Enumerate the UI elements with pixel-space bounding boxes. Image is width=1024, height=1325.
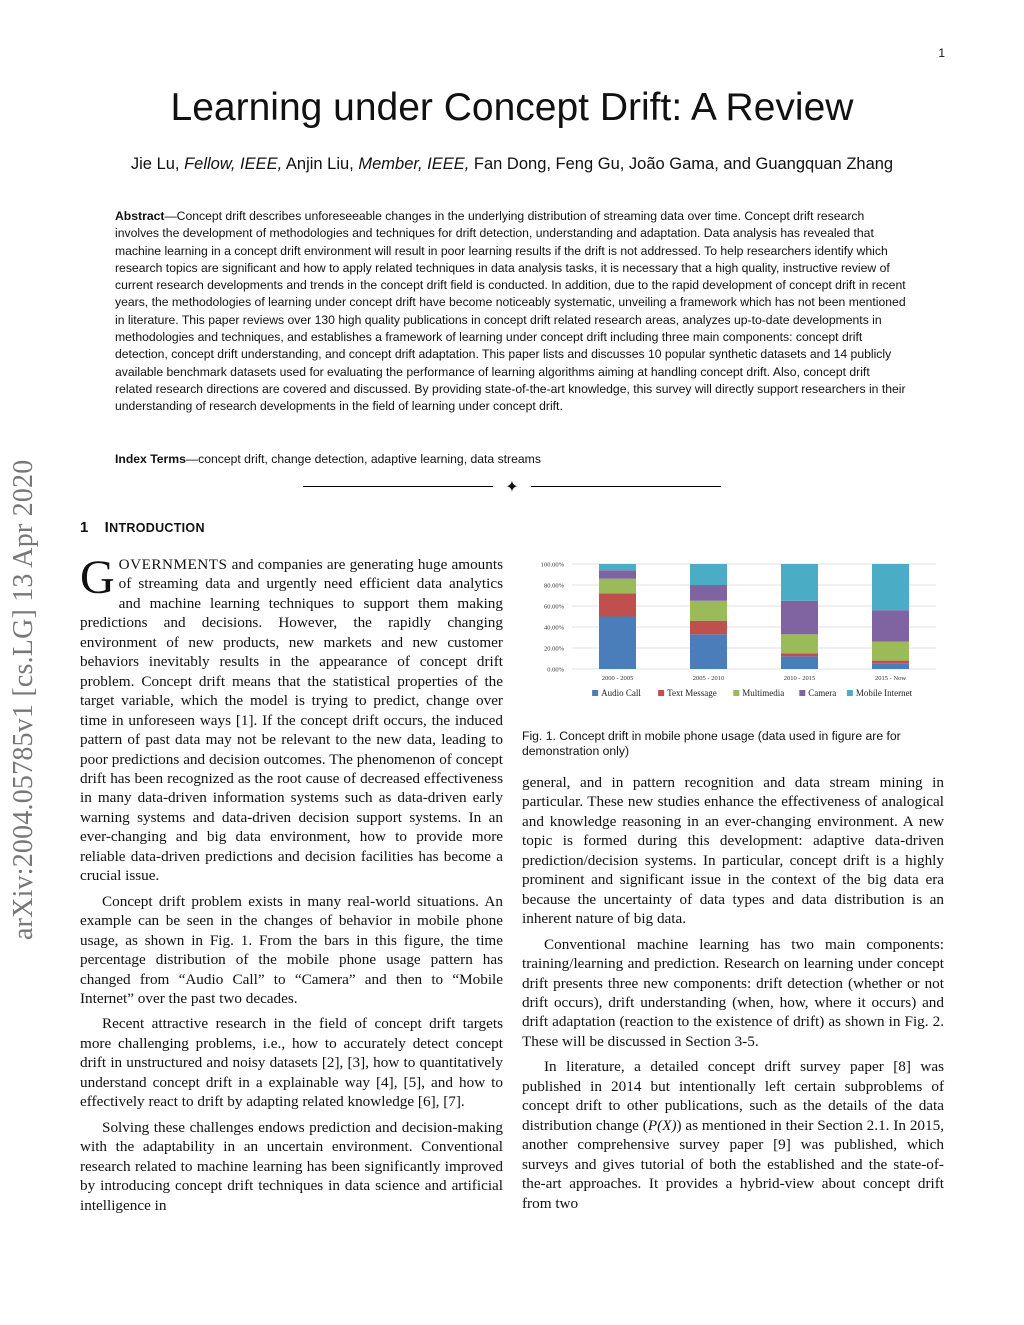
- bar-segment: [872, 564, 909, 610]
- author-segment: Member, IEEE,: [358, 155, 470, 173]
- paper-title: Learning under Concept Drift: A Review: [170, 86, 854, 129]
- y-tick-label: 0.00%: [547, 666, 564, 674]
- paragraph: Concept drift problem exists in many real-world situations. An example can be seen in the changes of behavior in mobile phone usage, as shown in Fig. 1. From the bars in this figure, the time percentage distribution of the mobile phone usage pattern has changed from “Audio Call” to “Camera” and then to “Mobile Internet” over the past two decades.: [80, 892, 503, 1007]
- legend-swatch: [733, 690, 739, 696]
- divider-line-left: [303, 486, 493, 487]
- paragraph: [80, 551, 503, 886]
- legend-label: Camera: [808, 688, 837, 698]
- x-tick-label: 2005 - 2010: [692, 675, 725, 682]
- left-column: [80, 551, 503, 1215]
- bar-segment: [599, 570, 636, 578]
- y-tick-label: 20.00%: [543, 645, 564, 653]
- bar-segment: [599, 617, 636, 670]
- bar-segment: [599, 564, 636, 570]
- abstract-label: Abstract: [115, 209, 165, 223]
- paragraph: [522, 1057, 944, 1213]
- author-segment: Fellow, IEEE,: [184, 155, 283, 173]
- x-tick-label: 2000 - 2005: [601, 675, 634, 682]
- legend-label: Text Message: [667, 688, 717, 698]
- paragraph-text: ) as mentioned in their Section 2.1. In 2015, another comprehensive survey paper [9] was published, which surveys and gives tutorial of both the established and the state-of-the-art approaches. It provides a hybrid-view about concept drift from two: [522, 1116, 944, 1212]
- right-column: [522, 773, 944, 1213]
- arxiv-stamp: arXiv:2004.05785v1 [cs.LG] 13 Apr 2020: [8, 459, 39, 940]
- paragraph-text: and companies are generating huge amounts of streaming data and urgently need efficient data analytics and machine learning techniques to support them making predictions and decisions. However, the rapidly changing environment of new products, new markets and new customer behaviors inevitably results in the appearance of concept drift problem. Concept drift means that the statistical properties of the target variable, which the model is trying to predict, change over time in unforeseen ways [1]. If the concept drift occurs, the induced pattern of past data may not be relevant to the new data, leading to poor predictions and decision outcomes. The phenomenon of concept drift has been recognized as the root cause of decreased effectiveness in many data-driven information systems such as data-driven early warning systems and data-driven decision support systems. In an ever-changing and big data environment, how to provide more reliable data-driven predictions and decision facilities has become a crucial issue.: [80, 556, 503, 885]
- bar-segment: [781, 564, 818, 601]
- legend-swatch: [799, 690, 805, 696]
- paragraph-text: In literature, a detailed concept drift survey paper [8] was published in 2014 but intentionally left certain subproblems of concept drift to other publications, such as the details of the data distribution change (: [522, 1058, 944, 1134]
- bar-segment: [690, 634, 727, 669]
- abstract: [115, 208, 909, 416]
- index-terms-label: Index Terms: [115, 452, 186, 466]
- bar-segment: [599, 579, 636, 594]
- author-segment: Jie Lu,: [130, 155, 185, 173]
- bar-segment: [872, 661, 909, 664]
- section-heading: [80, 519, 205, 536]
- figure-caption: Fig. 1. Concept drift in mobile phone usage (data used in figure are for demonstration only): [522, 729, 901, 758]
- legend-label: Audio Call: [601, 688, 641, 698]
- index-terms: [115, 452, 909, 466]
- bar-segment: [872, 610, 909, 642]
- bar-segment: [872, 664, 909, 669]
- bar-segment: [599, 593, 636, 616]
- figure-1: [522, 556, 944, 706]
- bar-segment: [781, 634, 818, 653]
- bar-segment: [690, 601, 727, 621]
- y-tick-label: 80.00%: [543, 582, 564, 590]
- author-segment: Fan Dong, Feng Gu, João Gama, and Guangquan Zhang: [469, 155, 894, 173]
- first-word: OVERNMENTS: [118, 556, 228, 573]
- legend-swatch: [658, 690, 664, 696]
- legend-swatch: [847, 690, 853, 696]
- bar-segment: [781, 656, 818, 669]
- bar-segment: [781, 601, 818, 635]
- page-number: 1: [938, 46, 945, 60]
- paragraph: Solving these challenges endows prediction and decision-making with the adaptability in an uncertain environment. Conventional research related to machine learning has been significantly improved by introducing concept drift techniques in data science and artificial intelligence in: [80, 1118, 503, 1214]
- legend-label: Mobile Internet: [855, 688, 913, 698]
- author-segment: Anjin Liu,: [282, 155, 359, 173]
- paragraph: Conventional machine learning has two main components: training/learning and prediction. Research on learning under concept drift presents three new components: drift detection (whether or not drift occurs), drift understanding (when, how, where it occurs) and drift adaptation (reaction to the existence of drift) as shown in Fig. 2. These will be discussed in Section 3-5.: [522, 935, 944, 1050]
- index-terms-text: —concept drift, change detection, adaptive learning, data streams: [185, 452, 541, 466]
- legend-swatch: [592, 690, 598, 696]
- abstract-text: —Concept drift describes unforeseeable changes in the underlying distribution of streaming data over time. Concept drift research involves the development of methodologies and techniques for drift detection, understanding and adaptation. Data analysis has revealed that machine learning in a concept drift environment will result in poor learning results if the drift is not addressed. To help researchers identify which research topics are significant and how to apply related techniques in data analysis tasks, it is necessary that a high quality, instructive review of current research developments and trends in the concept drift field is conducted. In addition, due to the rapid development of concept drift in recent years, the methodologies of learning under concept drift have become noticeably systematic, unveiling a framework which has not been mentioned in literature. This paper reviews over 130 high quality publications in concept drift related research areas, analyzes up-to-date developments in methodologies and techniques, and establishes a framework of learning under concept drift including three main components: concept drift detection, concept drift understanding, and concept drift adaptation. This paper lists and discusses 10 popular synthetic datasets and 14 publicly available benchmark datasets used for evaluating the performance of learning algorithms aiming at handling concept drift. Also, concept drift related research directions are covered and discussed. By providing state-of-the-art knowledge, this survey will directly support researchers in their understanding of research developments in the field of learning under concept drift.: [115, 209, 906, 414]
- y-tick-label: 60.00%: [543, 603, 564, 611]
- paragraph: Recent attractive research in the field of concept drift targets more challenging problems, i.e., how to accurately detect concept drift in unstructured and noisy datasets [2], [3], how to quantitatively understand concept drift in a explainable way [4], [5], and how to effectively react to drift by adapting related knowledge [6], [7].: [80, 1015, 503, 1111]
- x-tick-label: 2010 - 2015: [783, 675, 816, 682]
- bar-segment: [690, 564, 727, 585]
- section-number: 1: [80, 519, 89, 536]
- bar-segment: [690, 585, 727, 601]
- section-title-rest: NTRODUCTION: [109, 521, 205, 535]
- y-tick-label: 100.00%: [540, 561, 564, 569]
- divider-line-right: [531, 486, 721, 487]
- y-tick-label: 40.00%: [543, 624, 564, 632]
- drop-cap: G: [80, 551, 115, 604]
- x-tick-label: 2015 - Now: [874, 675, 907, 682]
- legend-label: Multimedia: [742, 688, 785, 698]
- stacked-bar-chart: [522, 556, 944, 706]
- author-list: [0, 155, 1024, 174]
- paragraph: general, and in pattern recognition and data stream mining in particular. These new studies enhance the effectiveness of analogical and knowledge reasoning in an ever-changing environment. A new topic is formed during this development: adaptive data-driven prediction/decision systems. In particular, concept drift is a highly prominent and significant issue in the context of the big data era because the uncertainty of data types and data distribution is an inherent nature of big data.: [522, 774, 944, 928]
- math-expression: P(X): [647, 1116, 677, 1134]
- bar-segment: [781, 653, 818, 656]
- bar-segment: [690, 621, 727, 635]
- bar-segment: [872, 642, 909, 661]
- section-initial: I: [104, 519, 110, 536]
- divider-star-icon: ✦: [505, 477, 519, 496]
